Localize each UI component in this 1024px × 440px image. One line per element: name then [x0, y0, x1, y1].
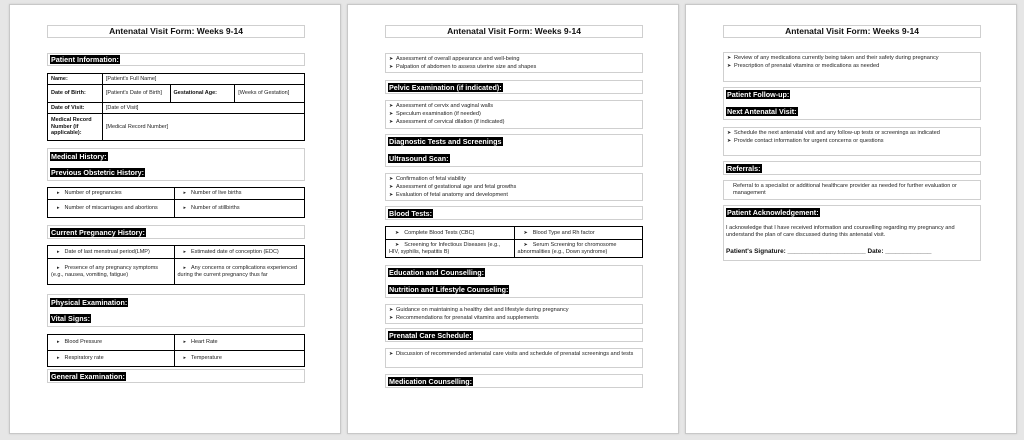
- list-item: Respiratory rate: [64, 355, 104, 362]
- blood-tests-table: [385, 226, 643, 258]
- dob-field[interactable]: [Patient's Date of Birth]: [102, 85, 170, 103]
- triangle-bullet-icon: ▸: [183, 339, 187, 346]
- triangle-bullet-icon: ▸: [183, 190, 187, 197]
- medical-history-heading: Medical History:: [51, 152, 107, 161]
- blood-tests-section: [385, 206, 643, 220]
- acknowledgement-text: I acknowledge that I have received information and counselling regarding my pregnancy and understand the plan of care discussed during this antenatal visit.: [726, 225, 955, 238]
- list-item: Heart Rate: [191, 339, 218, 346]
- patient-information-section: [47, 53, 305, 66]
- list-item: Estimated date of conception (EDC): [191, 248, 279, 255]
- referrals-heading: Referrals:: [727, 164, 761, 173]
- gestational-age-field[interactable]: [Weeks of Gestation]: [235, 85, 305, 103]
- medication-list: [724, 55, 980, 70]
- list-item: Any concerns or complications experienced during the current pregnancy thus far: [177, 265, 298, 278]
- triangle-bullet-icon: ▸: [57, 339, 60, 346]
- schedule-list-box: [385, 348, 643, 368]
- pelvic-list: [386, 103, 642, 126]
- list-item: Blood Type and Rh factor: [532, 229, 595, 236]
- education-counselling-heading: Education and Counselling:: [389, 268, 485, 277]
- triangle-bullet-icon: ▸: [57, 248, 60, 255]
- page-1: [9, 4, 341, 434]
- triangle-bullet-icon: ▸: [183, 205, 187, 212]
- referrals-text-box: [723, 180, 981, 200]
- nutrition-list: [386, 307, 642, 322]
- list-item: Number of miscarriages and abortions: [64, 205, 158, 212]
- pelvic-list-box: [385, 100, 643, 129]
- list-item: Number of pregnancies: [64, 190, 122, 197]
- list-item: ➤ Discussion of recommended antenatal care visits and schedule of prenatal screenings and tests: [386, 351, 642, 358]
- medication-counselling-section: [385, 374, 643, 388]
- schedule-list: [386, 351, 642, 358]
- visit-date-label: Date of Visit:: [48, 103, 103, 114]
- arrow-bullet-icon: ➤: [395, 229, 400, 236]
- list-item: Screening for Infectious Diseases (e.g., HIV, syphilis, hepatitis B): [389, 242, 501, 255]
- obstetric-history-table: [47, 187, 305, 218]
- diagnostic-tests-heading: Diagnostic Tests and Screenings: [389, 137, 502, 146]
- general-exam-list: [386, 56, 642, 71]
- next-visit-heading: Next Antenatal Visit:: [727, 107, 797, 116]
- current-pregnancy-table: [47, 245, 305, 285]
- list-item: ➤ Evaluation of fetal anatomy and development: [386, 192, 642, 199]
- nutrition-list-box: [385, 304, 643, 324]
- medication-list-box: [723, 52, 981, 82]
- previous-obstetric-heading: Previous Obstetric History:: [51, 168, 145, 177]
- triangle-bullet-icon: ▸: [57, 355, 60, 362]
- nutrition-lifestyle-heading: Nutrition and Lifestyle Counseling:: [389, 285, 509, 294]
- list-item: ➤ Guidance on maintaining a healthy diet and lifestyle during pregnancy: [386, 307, 642, 314]
- list-item: Blood Pressure: [64, 339, 103, 346]
- list-item: ➤ Assessment of cervical dilation (if indicated): [386, 119, 642, 126]
- ultrasound-scan-heading: Ultrasound Scan:: [389, 154, 449, 163]
- physical-examination-heading: Physical Examination:: [51, 298, 128, 307]
- acknowledgement-section: [723, 205, 981, 261]
- medical-record-label: Medical Record Number (if applicable):: [48, 114, 103, 141]
- medication-counselling-heading: Medication Counselling:: [389, 377, 473, 386]
- physical-examination-section: [47, 294, 305, 327]
- current-pregnancy-section: [47, 225, 305, 239]
- acknowledgement-heading: Patient Acknowledgement:: [727, 208, 819, 217]
- ultrasound-list: [386, 176, 642, 199]
- referrals-text: Referral to a specialist or additional healthcare provider as needed for further evaluation or management: [733, 183, 957, 196]
- medical-history-section: [47, 148, 305, 181]
- page-3: [685, 4, 1017, 434]
- page-2: [347, 4, 679, 434]
- list-item: ➤ Review of any medications currently being taken and their safety during pregnancy: [724, 55, 980, 62]
- general-examination-heading: General Examination:: [51, 372, 125, 381]
- list-item: ➤ Assessment of overall appearance and well-being: [386, 56, 642, 63]
- current-pregnancy-heading: Current Pregnancy History:: [51, 228, 145, 237]
- arrow-bullet-icon: ➤: [395, 242, 400, 248]
- patient-followup-section: [723, 87, 981, 120]
- form-title: Antenatal Visit Form: Weeks 9-14: [723, 25, 981, 38]
- pelvic-examination-section: [385, 80, 643, 94]
- prenatal-schedule-section: [385, 328, 643, 342]
- next-visit-list: [724, 130, 980, 145]
- list-item: Date of last menstrual period(LMP): [64, 248, 150, 255]
- list-item: ➤ Provide contact information for urgent concerns or questions: [724, 138, 980, 145]
- triangle-bullet-icon: ▸: [183, 355, 187, 362]
- patient-information-heading: Patient Information:: [51, 55, 119, 64]
- next-visit-list-box: [723, 127, 981, 156]
- list-item: Complete Blood Tests (CBC): [404, 229, 475, 236]
- referrals-section: [723, 161, 981, 175]
- form-title: Antenatal Visit Form: Weeks 9-14: [47, 25, 305, 38]
- list-item: Serum Screening for chromosome abnormalities (e.g., Down syndrome): [517, 242, 617, 255]
- pelvic-examination-heading: Pelvic Examination (if indicated):: [389, 83, 502, 92]
- list-item: ➤ Prescription of prenatal vitamins or medications as needed: [724, 63, 980, 70]
- blood-tests-heading: Blood Tests:: [389, 209, 432, 218]
- triangle-bullet-icon: ▸: [183, 248, 187, 255]
- diagnostic-tests-section: [385, 134, 643, 167]
- list-item: Temperature: [191, 355, 222, 362]
- patient-followup-heading: Patient Follow-up:: [727, 90, 790, 99]
- patient-information-table: [47, 73, 305, 141]
- list-item: Presence of any pregnancy symptoms (e.g., nausea, vomiting, fatigue): [51, 265, 159, 278]
- name-label: Name:: [48, 74, 103, 85]
- visit-date-field[interactable]: [Date of Visit]: [102, 103, 304, 114]
- triangle-bullet-icon: ▸: [57, 265, 60, 271]
- form-title: Antenatal Visit Form: Weeks 9-14: [385, 25, 643, 38]
- vital-signs-table: [47, 334, 305, 367]
- prenatal-schedule-heading: Prenatal Care Schedule:: [389, 331, 472, 340]
- general-examination-section: [47, 369, 305, 383]
- list-item: ➤ Palpation of abdomen to assess uterine size and shapes: [386, 64, 642, 71]
- ultrasound-list-box: [385, 173, 643, 201]
- list-item: ➤ Recommendations for prenatal vitamins and supplements: [386, 315, 642, 322]
- dob-label: Date of Birth:: [48, 85, 103, 103]
- list-item: ➤ Assessment of cervix and vaginal walls: [386, 103, 642, 110]
- arrow-bullet-icon: ➤: [523, 229, 528, 236]
- medical-record-field[interactable]: [Medical Record Number]: [102, 114, 304, 141]
- vital-signs-heading: Vital Signs:: [51, 314, 91, 323]
- triangle-bullet-icon: ▸: [57, 205, 60, 212]
- name-field[interactable]: [Patient's Full Name]: [102, 74, 304, 85]
- list-item: Number of live births: [191, 190, 242, 197]
- triangle-bullet-icon: ▸: [57, 190, 60, 197]
- triangle-bullet-icon: ▸: [183, 265, 187, 271]
- arrow-bullet-icon: ➤: [523, 242, 528, 248]
- education-counselling-section: [385, 265, 643, 298]
- list-item: ➤ Schedule the next antenatal visit and any follow-up tests or screenings as indicated: [724, 130, 980, 137]
- list-item: ➤ Speculum examination (if needed): [386, 111, 642, 118]
- list-item: ➤ Assessment of gestational age and fetal growths: [386, 184, 642, 191]
- list-item: Number of stillbirths: [191, 205, 240, 212]
- list-item: ➤ Confirmation of fetal viability: [386, 176, 642, 183]
- general-exam-list-box: [385, 53, 643, 73]
- gestational-age-label: Gestational Age:: [170, 85, 235, 103]
- signature-line[interactable]: Patient's Signature: ______________________ Date: _____________: [726, 248, 932, 255]
